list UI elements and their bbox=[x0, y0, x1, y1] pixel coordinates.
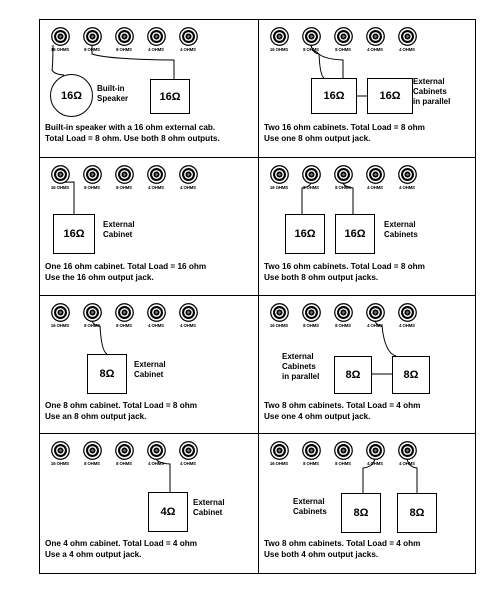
speaker-cabinet: 8Ω bbox=[334, 356, 372, 394]
jack-label: 4 OHMS bbox=[367, 47, 383, 52]
output-jack-icon bbox=[398, 303, 417, 322]
speaker-cabinet: 16Ω bbox=[335, 214, 375, 254]
jack-label: 8 OHMS bbox=[303, 323, 319, 328]
jack-label: 4 OHMS bbox=[148, 185, 164, 190]
jack-label: 4 OHMS bbox=[367, 185, 383, 190]
jack-label: 8 OHMS bbox=[116, 47, 132, 52]
speaker-cabinet: 16Ω bbox=[150, 79, 190, 114]
jack-label: 4 OHMS bbox=[180, 47, 196, 52]
jack-label: 8 OHMS bbox=[303, 461, 319, 466]
output-jack-icon bbox=[147, 303, 166, 322]
jack-label: 4 OHMS bbox=[180, 323, 196, 328]
output-jack-icon bbox=[334, 441, 353, 460]
jack-label: 8 OHMS bbox=[84, 461, 100, 466]
jack-label: 8 OHMS bbox=[335, 461, 351, 466]
output-jack-icon bbox=[270, 441, 289, 460]
output-jack-icon bbox=[398, 165, 417, 184]
speaker-cabinet: 4Ω bbox=[148, 492, 188, 532]
output-jack-icon bbox=[83, 27, 102, 46]
jack-label: 8 OHMS bbox=[84, 185, 100, 190]
panel-caption: Use an 8 ohm output jack. bbox=[45, 412, 147, 421]
panel-caption: Use both 4 ohm output jacks. bbox=[264, 550, 379, 559]
panel-caption: Two 8 ohm cabinets. Total Load = 4 ohm bbox=[264, 401, 421, 410]
jack-label: 8 OHMS bbox=[335, 185, 351, 190]
panel-caption: One 4 ohm cabinet. Total Load = 4 ohm bbox=[45, 539, 198, 548]
speaker-cabinet: 8Ω bbox=[87, 354, 127, 394]
jack-label: 4 OHMS bbox=[148, 323, 164, 328]
output-jack-icon bbox=[51, 441, 70, 460]
panel-caption: Use one 4 ohm output jack. bbox=[264, 412, 371, 421]
jack-label: 8 OHMS bbox=[116, 323, 132, 328]
speaker-cabinet: 8Ω bbox=[392, 356, 430, 394]
panel-caption: Two 8 ohm cabinets. Total Load = 4 ohm bbox=[264, 539, 421, 548]
wiring-panel-p3 bbox=[40, 158, 258, 296]
jack-label: 8 OHMS bbox=[84, 323, 100, 328]
output-jack-icon bbox=[270, 165, 289, 184]
output-jack-icon bbox=[51, 27, 70, 46]
panel-caption: Use a 4 ohm output jack. bbox=[45, 550, 142, 559]
wiring-panel-p5 bbox=[40, 296, 258, 434]
output-jack-icon bbox=[115, 303, 134, 322]
jack-label: 16 OHMS bbox=[269, 323, 289, 328]
jack-label: 8 OHMS bbox=[335, 47, 351, 52]
output-jack-icon bbox=[83, 165, 102, 184]
output-jack-icon bbox=[366, 303, 385, 322]
cabinet-description: External Cabinet bbox=[134, 360, 166, 379]
jack-label: 4 OHMS bbox=[148, 461, 164, 466]
output-jack-icon bbox=[334, 165, 353, 184]
cabinet-description: External Cabinet bbox=[103, 220, 135, 239]
output-jack-icon bbox=[398, 441, 417, 460]
speaker-cabinet: 8Ω bbox=[397, 493, 437, 533]
wiring-panel-p2 bbox=[259, 20, 477, 158]
output-jack-icon bbox=[302, 165, 321, 184]
wiring-panel-p4 bbox=[259, 158, 477, 296]
jack-label: 4 OHMS bbox=[399, 461, 415, 466]
jack-label: 16 OHMS bbox=[269, 185, 289, 190]
cabinet-description: External Cabinets in parallel bbox=[413, 77, 451, 106]
output-jack-icon bbox=[51, 165, 70, 184]
output-jack-icon bbox=[179, 27, 198, 46]
jack-label: 8 OHMS bbox=[303, 185, 319, 190]
output-jack-icon bbox=[179, 303, 198, 322]
jack-label: 4 OHMS bbox=[180, 461, 196, 466]
cabinet-description: External Cabinets bbox=[384, 220, 418, 239]
jack-label: 16 OHMS bbox=[50, 461, 70, 466]
wiring-panel-p8 bbox=[259, 434, 477, 572]
panel-caption: One 8 ohm cabinet. Total Load = 8 ohm bbox=[45, 401, 198, 410]
output-jack-icon bbox=[302, 303, 321, 322]
jack-label: 16 OHMS bbox=[269, 47, 289, 52]
output-jack-icon bbox=[179, 165, 198, 184]
panel-caption: Use both 8 ohm output jacks. bbox=[264, 273, 379, 282]
speaker-cabinet: 16Ω bbox=[53, 214, 95, 254]
jack-label: 4 OHMS bbox=[399, 323, 415, 328]
output-jack-icon bbox=[302, 441, 321, 460]
jack-label: 8 OHMS bbox=[116, 185, 132, 190]
panel-caption: Use one 8 ohm output jack. bbox=[264, 134, 371, 143]
output-jack-icon bbox=[115, 441, 134, 460]
output-jack-icon bbox=[179, 441, 198, 460]
panel-caption: One 16 ohm cabinet. Total Load = 16 ohm bbox=[45, 262, 207, 271]
output-jack-icon bbox=[147, 165, 166, 184]
output-jack-icon bbox=[302, 27, 321, 46]
wiring-diagram-grid bbox=[39, 19, 476, 574]
jack-label: 4 OHMS bbox=[148, 47, 164, 52]
jack-label: 8 OHMS bbox=[116, 461, 132, 466]
speaker-cabinet: 16Ω bbox=[311, 78, 357, 114]
speaker-cabinet: 16Ω bbox=[285, 214, 325, 254]
output-jack-icon bbox=[115, 27, 134, 46]
panel-caption: Use the 16 ohm output jack. bbox=[45, 273, 154, 282]
output-jack-icon bbox=[366, 27, 385, 46]
panel-caption: Total Load = 8 ohm. Use both 8 ohm outputs. bbox=[45, 134, 220, 143]
output-jack-icon bbox=[398, 27, 417, 46]
jack-label: 8 OHMS bbox=[303, 47, 319, 52]
jack-label: 4 OHMS bbox=[399, 47, 415, 52]
output-jack-icon bbox=[270, 303, 289, 322]
cabinet-description: External Cabinets bbox=[293, 497, 327, 516]
jack-label: 4 OHMS bbox=[367, 323, 383, 328]
output-jack-icon bbox=[366, 165, 385, 184]
jack-label: 16 OHMS bbox=[269, 461, 289, 466]
cabinet-description: Built-in Speaker bbox=[97, 84, 129, 103]
panel-caption: Two 16 ohm cabinets. Total Load = 8 ohm bbox=[264, 262, 425, 271]
jack-label: 4 OHMS bbox=[367, 461, 383, 466]
output-jack-icon bbox=[147, 441, 166, 460]
cabinet-description: External Cabinets in parallel bbox=[282, 352, 320, 381]
output-jack-icon bbox=[147, 27, 166, 46]
jack-label: 8 OHMS bbox=[84, 47, 100, 52]
wiring-panel-p7 bbox=[40, 434, 258, 572]
jack-label: 8 OHMS bbox=[335, 323, 351, 328]
jack-label: 4 OHMS bbox=[399, 185, 415, 190]
speaker-cabinet: 16Ω bbox=[367, 78, 413, 114]
output-jack-icon bbox=[334, 27, 353, 46]
jack-label: 16 OHMS bbox=[50, 323, 70, 328]
built-in-speaker: 16Ω bbox=[50, 74, 93, 117]
jack-label: 4 OHMS bbox=[180, 185, 196, 190]
wiring-panel-p1 bbox=[40, 20, 258, 158]
output-jack-icon bbox=[83, 303, 102, 322]
panel-caption: Two 16 ohm cabinets. Total Load = 8 ohm bbox=[264, 123, 425, 132]
output-jack-icon bbox=[270, 27, 289, 46]
output-jack-icon bbox=[334, 303, 353, 322]
speaker-cabinet: 8Ω bbox=[341, 493, 381, 533]
output-jack-icon bbox=[51, 303, 70, 322]
cabinet-description: External Cabinet bbox=[193, 498, 225, 517]
output-jack-icon bbox=[83, 441, 102, 460]
output-jack-icon bbox=[366, 441, 385, 460]
output-jack-icon bbox=[115, 165, 134, 184]
jack-label: 16 OHMS bbox=[50, 47, 70, 52]
panel-caption: Built-in speaker with a 16 ohm external cab. bbox=[45, 123, 216, 132]
wiring-panel-p6 bbox=[259, 296, 477, 434]
jack-label: 16 OHMS bbox=[50, 185, 70, 190]
